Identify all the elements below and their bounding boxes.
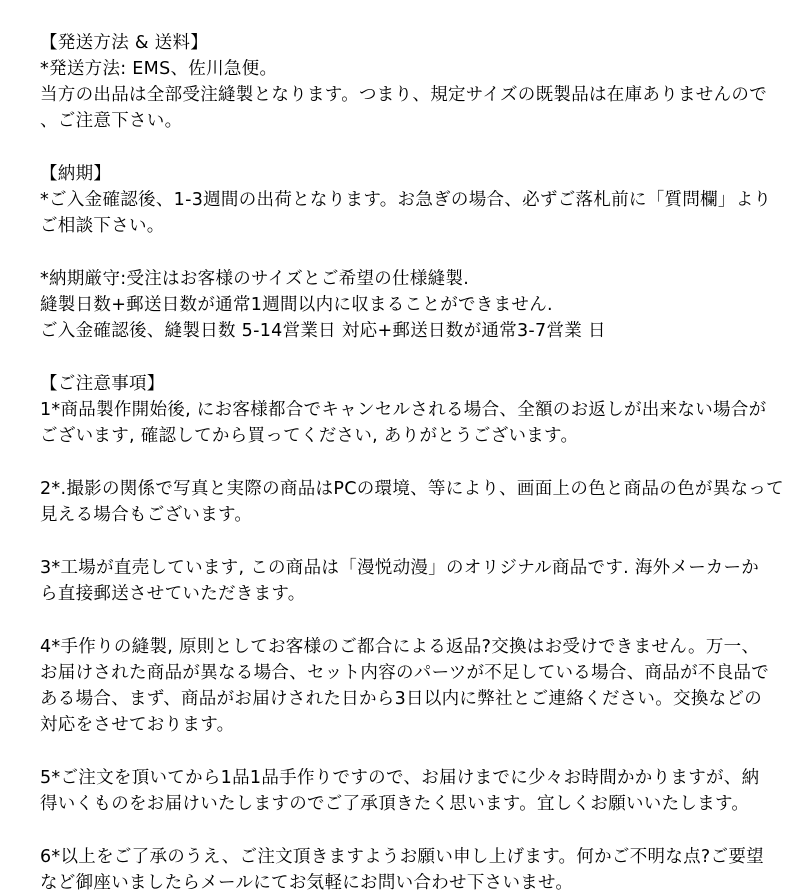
note-item-line: 6*以上をご了承のうえ、ご注文頂きますようお願い申し上げます。何かご不明な点?ご要望 [40, 847, 764, 867]
shipping-text-line: *発送方法: EMS、佐川急便。 [40, 59, 278, 79]
note-item-line: など御座いましたらメールにてお気軽にお問い合わせ下さいませ。 [40, 873, 574, 893]
note-item-line: ある場合、まず、商品がお届けされた日から3日以内に弊社とご連絡ください。交換などの [40, 689, 763, 709]
policy-document [40, 30, 790, 896]
section-spacer [40, 528, 790, 555]
note-item-line: ら直接郵送させていただきます。 [40, 584, 306, 604]
section-spacer [40, 449, 790, 476]
delivery-strict-line: *納期厳守:受注はお客様のサイズとご希望の仕様縫製. [40, 269, 470, 289]
delivery-text-line: ご相談下さい。 [40, 216, 165, 236]
delivery-text-line: *ご入金確認後、1-3週間の出荷となります。お急ぎの場合、必ずご落札前に「質問欄」より [40, 190, 772, 210]
note-item-line: 2*.撮影の関係で写真と実際の商品はPCの環境、等により、画面上の色と商品の色が異なって [40, 479, 784, 499]
note-item-line: 対応をさせております。 [40, 715, 235, 735]
section-spacer [40, 607, 790, 634]
note-item-line: 得いくものをお届けいたしますのでご了承頂きたく思います。宜しくお願いいたします。 [40, 794, 750, 814]
delivery-heading: 【納期】 [40, 164, 112, 184]
note-item-line: 4*手作りの縫製, 原則としてお客様のご都合による返品?交換はお受けできません。万一、 [40, 637, 760, 657]
shipping-text-line: 、ご注意下さい。 [40, 111, 183, 131]
note-item-line: お届けされた商品が異なる場合、セット内容のパーツが不足している場合、商品が不良品で [40, 663, 770, 683]
note-item-line: 見える場合もございます。 [40, 505, 253, 525]
shipping-heading: 【発送方法 & 送料】 [40, 33, 209, 53]
section-spacer [40, 239, 790, 266]
note-item-line: 3*工場が直売しています, この商品は「漫悦动漫」のオリジナル商品です. 海外メーカーか [40, 558, 760, 578]
note-item-line: 1*商品製作開始後, にお客様都合でキャンセルされる場合、全額のお返しが出来ない場合が [40, 400, 767, 420]
section-spacer [40, 738, 790, 765]
section-spacer [40, 344, 790, 371]
shipping-text-line: 当方の出品は全部受注縫製となります。つまり、規定サイズの既製品は在庫ありませんので [40, 85, 767, 105]
note-item-line: ございます, 確認してから買ってください, ありがとうございます。 [40, 426, 579, 446]
delivery-strict-line: ご入金確認後、縫製日数 5-14営業日 対応+郵送日数が通常3-7営業 日 [40, 321, 606, 341]
section-spacer [40, 134, 790, 161]
section-spacer [40, 817, 790, 844]
note-item-line: 5*ご注文を頂いてから1品1品手作りですので、お届けまでに少々お時間かかりますが、納 [40, 768, 760, 788]
notes-heading: 【ご注意事項】 [40, 374, 165, 394]
delivery-strict-line: 縫製日数+郵送日数が通常1週間以内に収まることができません. [40, 295, 553, 315]
